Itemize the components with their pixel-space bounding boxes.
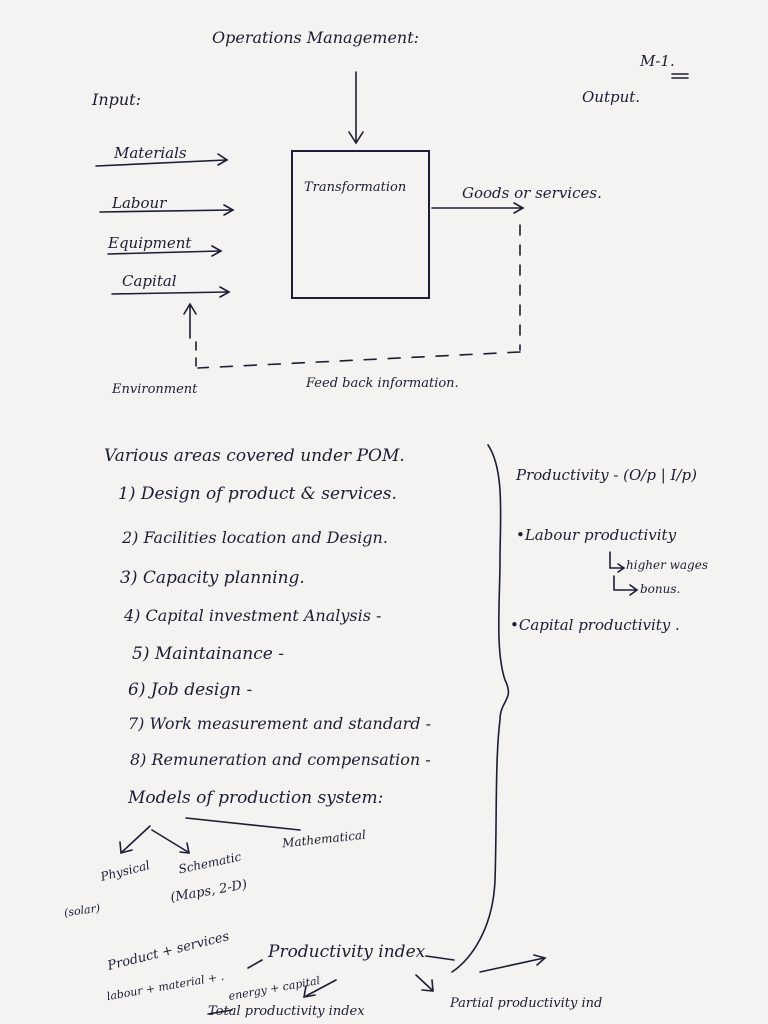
model-physical: Physical bbox=[99, 858, 152, 884]
area-item-8: 8) Remuneration and compensation - bbox=[130, 750, 431, 769]
mathematical-arrow bbox=[186, 818, 300, 830]
productivity-formula: Productivity - (O/p | I/p) bbox=[516, 466, 697, 484]
bonus: bonus. bbox=[640, 582, 681, 596]
partial-productivity-index: Partial productivity ind bbox=[450, 996, 603, 1011]
feedback-label: Feed back information. bbox=[306, 376, 459, 391]
page-label: M-1. bbox=[640, 52, 675, 70]
energy-capital: energy + capital bbox=[227, 974, 322, 1003]
models-heading: Models of production system: bbox=[128, 788, 384, 808]
input-labour: Labour bbox=[112, 194, 167, 212]
input-equipment: Equipment bbox=[108, 234, 192, 252]
area-item-4: 4) Capital investment Analysis - bbox=[124, 606, 382, 625]
area-item-6: 6) Job design - bbox=[128, 680, 253, 700]
input-capital: Capital bbox=[122, 272, 177, 290]
environment-label: Environment bbox=[112, 382, 198, 397]
schematic-arrow bbox=[152, 830, 188, 852]
area-item-3: 3) Capacity planning. bbox=[120, 568, 305, 588]
curly-brace bbox=[452, 445, 508, 972]
physical-arrow bbox=[122, 826, 150, 852]
feedback-dash-bottom bbox=[198, 352, 520, 368]
area-item-2: 2) Facilities location and Design. bbox=[122, 528, 388, 547]
model-mathematical: Mathematical bbox=[281, 827, 367, 851]
labour-productivity: •Labour productivity bbox=[516, 526, 677, 544]
area-item-5: 5) Maintainance - bbox=[132, 644, 284, 664]
model-solar: (solar) bbox=[63, 901, 101, 920]
transformation-label: Transformation bbox=[304, 180, 407, 195]
input-materials: Materials bbox=[114, 144, 187, 162]
model-schematic: Schematic bbox=[177, 849, 243, 877]
index-right-arrow bbox=[426, 956, 454, 960]
goods-services-label: Goods or services. bbox=[462, 184, 602, 202]
output-label: Output. bbox=[582, 88, 641, 106]
partial-down-arrow bbox=[416, 975, 432, 990]
area-item-1: 1) Design of product & services. bbox=[118, 484, 397, 504]
product-services: Product + services bbox=[106, 929, 231, 974]
page-title: Operations Management: bbox=[212, 28, 420, 47]
input-label: Input: bbox=[92, 90, 141, 109]
productivity-index: Productivity index bbox=[268, 942, 426, 962]
labour-material: labour + material + . bbox=[105, 969, 226, 1004]
total-productivity-index: Total productivity index bbox=[208, 1004, 365, 1019]
partial-arrow bbox=[480, 958, 544, 972]
capital-arrow bbox=[112, 292, 228, 294]
area-item-7: 7) Work measurement and standard - bbox=[128, 714, 432, 733]
transformation-box bbox=[291, 150, 430, 299]
capital-productivity: •Capital productivity . bbox=[510, 616, 680, 634]
higher-wages: higher wages bbox=[626, 558, 708, 572]
model-maps: (Maps, 2-D) bbox=[169, 877, 249, 906]
areas-heading: Various areas covered under POM. bbox=[104, 446, 405, 466]
